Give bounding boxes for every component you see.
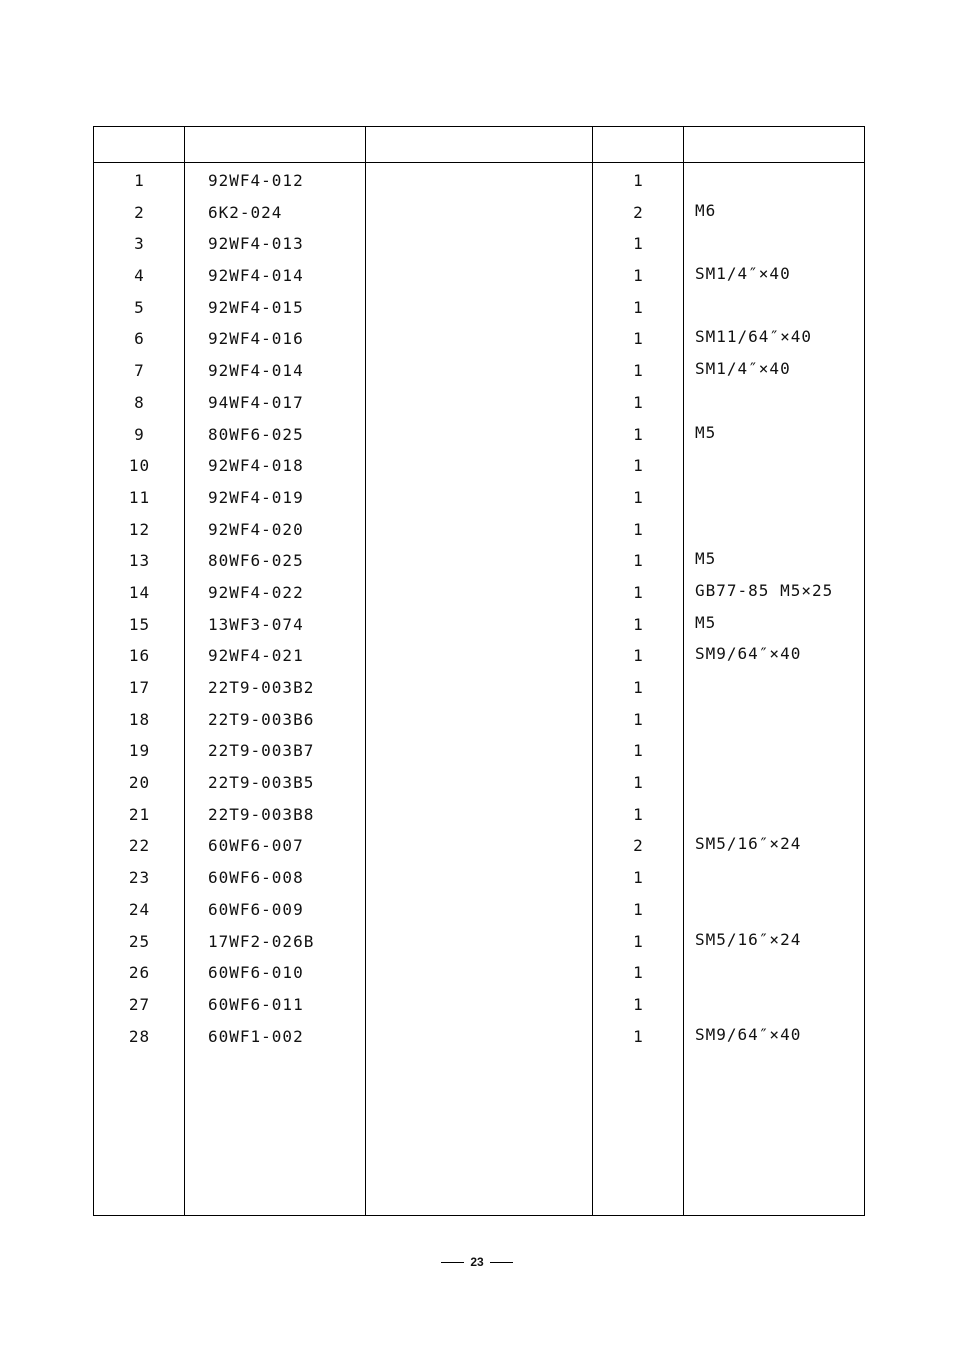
table-row	[94, 677, 864, 709]
cell-code: 92WF4-018	[208, 456, 304, 476]
cell-code: 6K2-024	[208, 202, 283, 222]
cell-no: 9	[134, 424, 145, 444]
cell-code: 60WF6-008	[208, 868, 304, 888]
cell-qty: 1	[633, 297, 644, 317]
table-row	[94, 297, 864, 329]
cell-code: 22T9-003B6	[208, 709, 315, 729]
header-name	[366, 127, 592, 162]
cell-no: 2	[134, 202, 145, 222]
cell-qty: 1	[633, 487, 644, 507]
cell-qty: 1	[633, 994, 644, 1014]
cell-qty: 1	[633, 614, 644, 634]
cell-no: 26	[128, 963, 151, 983]
cell-code: 60WF6-009	[208, 899, 304, 919]
page-number: 23	[470, 1255, 484, 1269]
cell-code: 60WF6-010	[208, 963, 304, 983]
header-code	[185, 127, 365, 162]
table-row	[94, 328, 864, 360]
cell-code: 22T9-003B7	[208, 741, 315, 761]
cell-no: 3	[134, 234, 145, 254]
cell-no: 7	[134, 361, 145, 381]
table-row	[94, 519, 864, 551]
table-row	[94, 265, 864, 297]
cell-code: 92WF4-015	[208, 297, 304, 317]
cell-qty: 1	[633, 361, 644, 381]
cell-qty: 2	[633, 202, 644, 222]
cell-code: 80WF6-025	[208, 424, 304, 444]
table-row	[94, 424, 864, 456]
cell-no: 10	[128, 456, 151, 476]
cell-remark: M5	[695, 422, 717, 442]
cell-no: 18	[128, 709, 151, 729]
cell-qty: 1	[633, 551, 644, 571]
cell-remark: M5	[695, 612, 717, 632]
cell-no: 25	[128, 931, 151, 951]
cell-no: 5	[134, 297, 145, 317]
cell-no: 17	[128, 678, 151, 697]
cell-qty: 1	[633, 234, 644, 254]
footer-dash-left	[441, 1262, 464, 1263]
cell-code: 92WF4-013	[208, 234, 304, 254]
cell-qty: 1	[633, 582, 644, 602]
cell-qty: 1	[633, 773, 644, 793]
table-row	[94, 867, 864, 899]
table-row	[94, 1026, 864, 1058]
cell-qty: 1	[633, 868, 644, 888]
table-row	[94, 582, 864, 614]
cell-code: 17WF2-026B	[208, 931, 315, 951]
cell-code: 92WF4-012	[208, 171, 304, 190]
cell-qty: 1	[633, 646, 644, 666]
cell-code: 13WF3-074	[208, 614, 304, 634]
cell-code: 92WF4-021	[208, 646, 304, 666]
cell-remark: SM9/64″×40	[695, 1024, 802, 1044]
cell-qty: 1	[633, 804, 644, 824]
table-row	[94, 455, 864, 487]
cell-no: 20	[128, 773, 151, 793]
cell-code: 60WF6-011	[208, 994, 304, 1014]
cell-qty: 1	[633, 266, 644, 286]
cell-qty: 1	[633, 424, 644, 444]
cell-remark: GB77-85 M5×25	[695, 580, 834, 600]
cell-code: 92WF4-014	[208, 266, 304, 286]
table-row	[94, 487, 864, 519]
cell-no: 28	[128, 1026, 151, 1046]
cell-qty: 1	[633, 709, 644, 729]
cell-code: 94WF4-017	[208, 392, 304, 412]
table-body	[94, 170, 864, 1057]
cell-code: 60WF1-002	[208, 1026, 304, 1046]
table-row	[94, 360, 864, 392]
cell-no: 6	[134, 329, 145, 349]
table-row	[94, 899, 864, 931]
table-row	[94, 170, 864, 202]
cell-code: 60WF6-007	[208, 836, 304, 856]
cell-remark: SM1/4″×40	[695, 359, 791, 379]
cell-no: 1	[134, 171, 145, 190]
table-row	[94, 740, 864, 772]
cell-no: 15	[128, 614, 151, 634]
cell-qty: 1	[633, 963, 644, 983]
parts-table	[93, 126, 865, 1216]
cell-code: 92WF4-014	[208, 361, 304, 381]
table-row	[94, 709, 864, 741]
table-row	[94, 614, 864, 646]
cell-no: 11	[128, 487, 151, 507]
table-row	[94, 392, 864, 424]
cell-no: 8	[134, 392, 145, 412]
cell-code: 22T9-003B8	[208, 804, 315, 824]
cell-code: 92WF4-020	[208, 519, 304, 539]
header-divider	[94, 162, 864, 163]
cell-no: 16	[128, 646, 151, 666]
cell-no: 4	[134, 266, 145, 286]
table-row	[94, 835, 864, 867]
cell-code: 22T9-003B5	[208, 773, 315, 793]
table-row	[94, 202, 864, 234]
cell-remark: SM1/4″×40	[695, 264, 791, 284]
cell-qty: 1	[633, 519, 644, 539]
cell-no: 19	[128, 741, 151, 761]
cell-remark: SM11/64″×40	[695, 327, 812, 347]
cell-no: 13	[128, 551, 151, 571]
table-row	[94, 550, 864, 582]
cell-remark: SM5/16″×24	[695, 929, 802, 949]
cell-code: 22T9-003B2	[208, 678, 315, 697]
table-row	[94, 994, 864, 1026]
cell-remark: M6	[695, 200, 717, 220]
cell-qty: 1	[633, 171, 644, 190]
cell-no: 14	[128, 582, 151, 602]
cell-qty: 1	[633, 329, 644, 349]
header-qty	[593, 127, 683, 162]
header-remark	[684, 127, 864, 162]
cell-no: 21	[128, 804, 151, 824]
table-row	[94, 931, 864, 963]
cell-code: 92WF4-016	[208, 329, 304, 349]
cell-qty: 1	[633, 678, 644, 697]
table-row	[94, 804, 864, 836]
cell-no: 12	[128, 519, 151, 539]
cell-remark: SM9/64″×40	[695, 644, 802, 664]
footer-dash-right	[490, 1262, 513, 1263]
cell-no: 22	[128, 836, 151, 856]
page-footer	[0, 1255, 954, 1269]
cell-qty: 1	[633, 899, 644, 919]
header-no	[94, 127, 184, 162]
table-row	[94, 962, 864, 994]
table-row	[94, 233, 864, 265]
cell-qty: 1	[633, 392, 644, 412]
cell-code: 80WF6-025	[208, 551, 304, 571]
cell-remark: SM5/16″×24	[695, 834, 802, 854]
cell-code: 92WF4-019	[208, 487, 304, 507]
cell-remark: M5	[695, 549, 717, 569]
cell-qty: 2	[633, 836, 644, 856]
cell-qty: 1	[633, 931, 644, 951]
cell-no: 27	[128, 994, 151, 1014]
cell-qty: 1	[633, 456, 644, 476]
cell-no: 24	[128, 899, 151, 919]
table-row	[94, 772, 864, 804]
cell-no: 23	[128, 868, 151, 888]
cell-code: 92WF4-022	[208, 582, 304, 602]
cell-qty: 1	[633, 1026, 644, 1046]
table-row	[94, 645, 864, 677]
cell-qty: 1	[633, 741, 644, 761]
